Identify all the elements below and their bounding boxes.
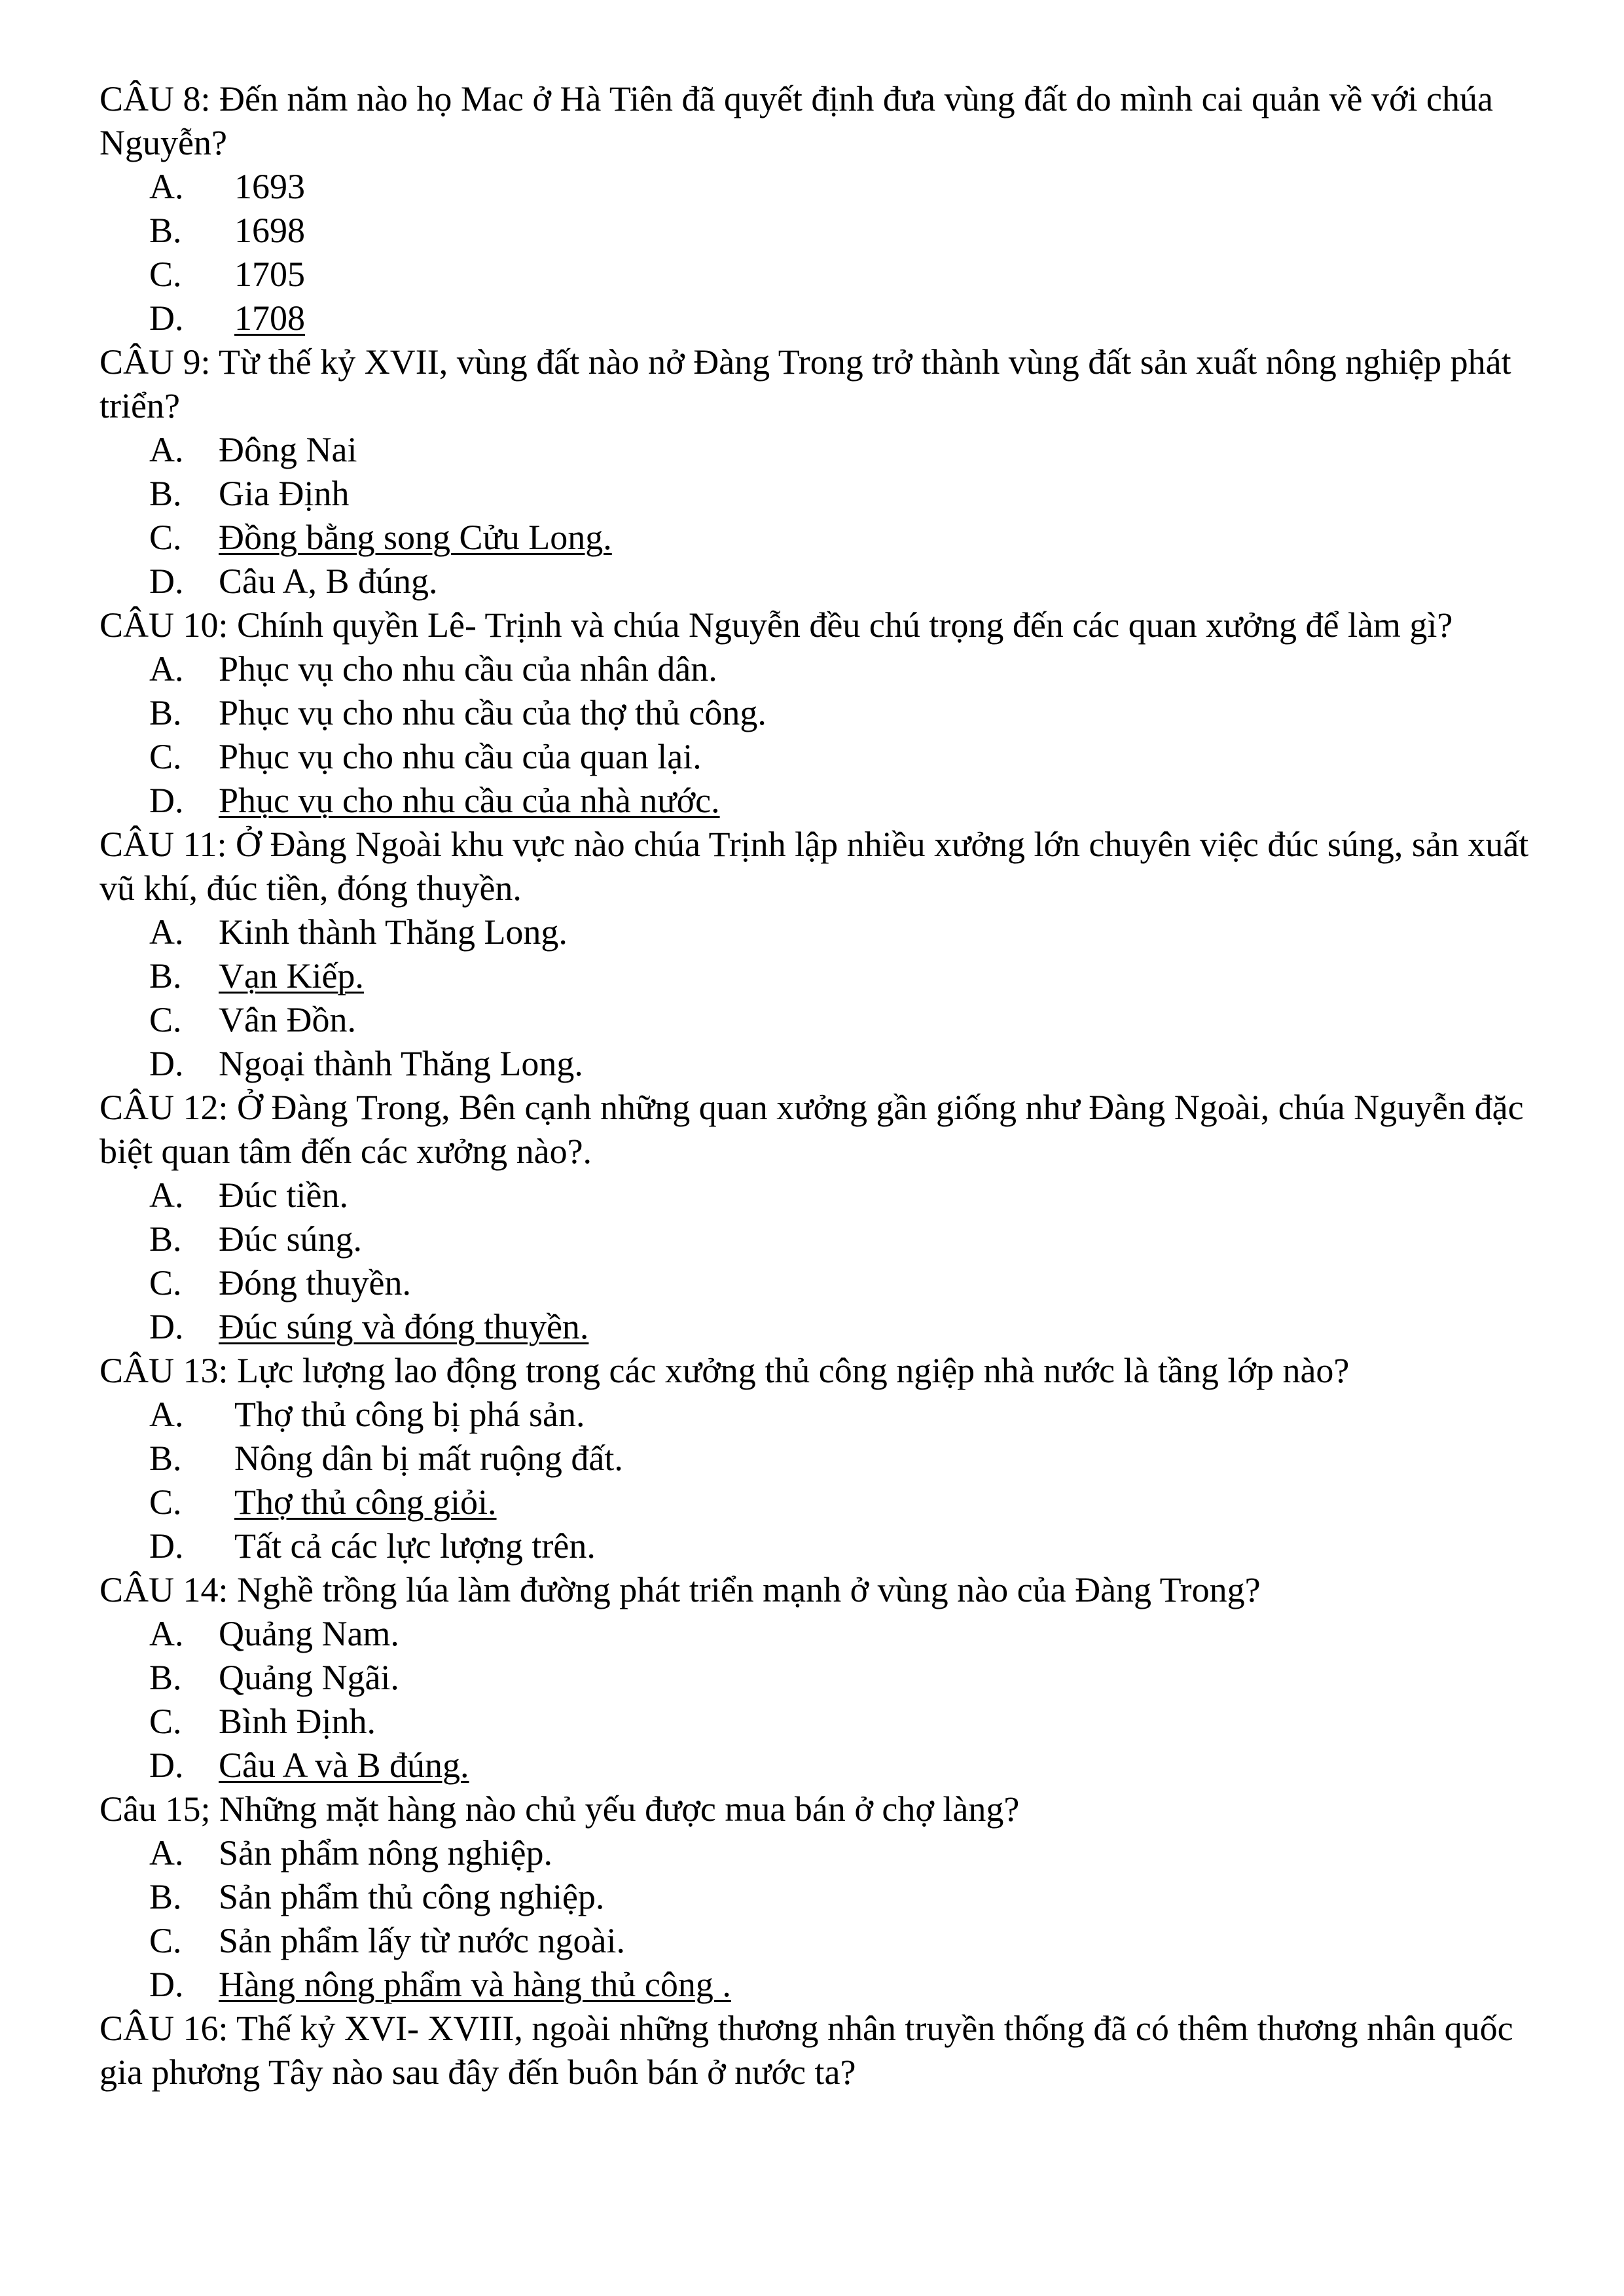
option-letter: B.	[149, 1877, 182, 1916]
option-text-correct: Phục vụ cho nhu cầu của nhà nước.	[219, 781, 720, 820]
option-text-correct: Câu A và B đúng.	[219, 1746, 469, 1785]
option-text-correct: Đồng bằng song Cửu Long.	[219, 518, 612, 557]
option-letter: D.	[149, 1965, 184, 2004]
option-letter: C.	[149, 1482, 182, 1522]
answer-options	[99, 647, 1559, 823]
answer-options	[99, 910, 1559, 1086]
option-text: Tất cả các lực lượng trên.	[234, 1526, 596, 1566]
option-letter: B.	[149, 693, 182, 732]
option-letter: A.	[149, 1614, 184, 1653]
option-text: 1705	[234, 255, 305, 294]
option-letter: D.	[149, 298, 184, 338]
option-text: Đúc súng.	[219, 1219, 362, 1259]
question-block	[99, 1787, 1559, 2007]
option-text: 1698	[234, 211, 305, 250]
answer-option	[99, 1656, 1559, 1700]
document-page	[99, 77, 1559, 2094]
option-letter: C.	[149, 1921, 182, 1960]
option-letter: A.	[149, 1833, 184, 1873]
option-letter: C.	[149, 737, 182, 776]
question-block	[99, 603, 1559, 823]
answer-option	[99, 1919, 1559, 1963]
question-text: CÂU 9: Từ thế kỷ XVII, vùng đất nào nở Đàng Trong trở thành vùng đất sản xuất nông nghiệp phát triển?	[99, 342, 1511, 425]
option-letter: A.	[149, 1395, 184, 1434]
answer-option	[99, 691, 1559, 735]
answer-option	[99, 472, 1559, 516]
option-letter: B.	[149, 211, 182, 250]
question-text: CÂU 14: Nghề trồng lúa làm đường phát triển mạnh ở vùng nào của Đàng Trong?	[99, 1570, 1261, 1609]
question-block	[99, 1349, 1559, 1568]
answer-options	[99, 1393, 1559, 1568]
answer-option	[99, 1393, 1559, 1437]
option-text-correct: Đúc súng và đóng thuyền.	[219, 1307, 589, 1346]
answer-option	[99, 516, 1559, 560]
option-letter: A.	[149, 912, 184, 952]
answer-option	[99, 1042, 1559, 1086]
option-text: Sản phẩm lấy từ nước ngoài.	[219, 1921, 625, 1960]
option-letter: D.	[149, 1746, 184, 1785]
question-text: CÂU 11: Ở Đàng Ngoài khu vực nào chúa Trịnh lập nhiều xưởng lớn chuyên việc đúc súng, sản xuất vũ khí, đúc tiền, đóng thuyền.	[99, 825, 1529, 908]
answer-option	[99, 296, 1559, 340]
option-text: Phục vụ cho nhu cầu của thợ thủ công.	[219, 693, 767, 732]
question-block	[99, 1568, 1559, 1787]
option-text: Gia Định	[219, 474, 350, 513]
option-text: Vân Đồn.	[219, 1000, 356, 1039]
option-letter: D.	[149, 1307, 184, 1346]
answer-option	[99, 1217, 1559, 1261]
answer-options	[99, 1174, 1559, 1349]
answer-option	[99, 910, 1559, 954]
answer-option	[99, 1305, 1559, 1349]
option-text-correct: Thợ thủ công giỏi.	[234, 1482, 497, 1522]
answer-option	[99, 1261, 1559, 1305]
answer-option	[99, 560, 1559, 603]
option-text: Nông dân bị mất ruộng đất.	[234, 1439, 623, 1478]
answer-option	[99, 428, 1559, 472]
answer-option	[99, 1524, 1559, 1568]
option-letter: D.	[149, 1526, 184, 1566]
answer-option	[99, 1831, 1559, 1875]
question-text: CÂU 8: Đến năm nào họ Mac ở Hà Tiên đã quyết định đưa vùng đất do mình cai quản về với chúa Nguyễn?	[99, 79, 1493, 162]
answer-option	[99, 998, 1559, 1042]
answer-options	[99, 428, 1559, 603]
answer-option	[99, 735, 1559, 779]
answer-option	[99, 253, 1559, 296]
option-text: Phục vụ cho nhu cầu của quan lại.	[219, 737, 702, 776]
option-text: Đông Nai	[219, 430, 357, 469]
answer-option	[99, 779, 1559, 823]
question-text: CÂU 12: Ở Đàng Trong, Bên cạnh những quan xưởng gần giống như Đàng Ngoài, chúa Nguyễn đặc biệt quan tâm đến các xưởng nào?.	[99, 1088, 1524, 1171]
option-text: Quảng Ngãi.	[219, 1658, 399, 1697]
option-letter: D.	[149, 562, 184, 601]
option-letter: A.	[149, 167, 184, 206]
answer-option	[99, 165, 1559, 209]
answer-option	[99, 209, 1559, 253]
option-letter: C.	[149, 518, 182, 557]
option-text: Quảng Nam.	[219, 1614, 399, 1653]
answer-option	[99, 1700, 1559, 1744]
question-text: Câu 15; Những mặt hàng nào chủ yếu được mua bán ở chợ làng?	[99, 1789, 1020, 1829]
answer-options	[99, 165, 1559, 340]
answer-option	[99, 1963, 1559, 2007]
option-text: 1693	[234, 167, 305, 206]
question-block	[99, 823, 1559, 1086]
option-letter: B.	[149, 474, 182, 513]
option-text: Sản phẩm nông nghiệp.	[219, 1833, 552, 1873]
question-block	[99, 2007, 1559, 2094]
answer-option	[99, 1174, 1559, 1217]
option-text-correct: Vạn Kiếp.	[219, 956, 364, 996]
answer-option	[99, 1612, 1559, 1656]
option-text-correct: Hàng nông phẩm và hàng thủ công .	[219, 1965, 731, 2004]
option-text-correct: 1708	[234, 298, 305, 338]
option-letter: B.	[149, 956, 182, 996]
option-text: Câu A, B đúng.	[219, 562, 438, 601]
option-text: Ngoại thành Thăng Long.	[219, 1044, 583, 1083]
option-text: Bình Định.	[219, 1702, 376, 1741]
answer-option	[99, 647, 1559, 691]
option-text: Thợ thủ công bị phá sản.	[234, 1395, 585, 1434]
option-text: Đúc tiền.	[219, 1175, 348, 1215]
answer-options	[99, 1831, 1559, 2007]
question-block	[99, 340, 1559, 603]
option-letter: A.	[149, 430, 184, 469]
option-text: Sản phẩm thủ công nghiệp.	[219, 1877, 605, 1916]
answer-options	[99, 1612, 1559, 1787]
option-letter: C.	[149, 1702, 182, 1741]
answer-option	[99, 1744, 1559, 1787]
question-text: CÂU 13: Lực lượng lao động trong các xưởng thủ công ngiệp nhà nước là tầng lớp nào?	[99, 1351, 1350, 1390]
answer-option	[99, 1875, 1559, 1919]
option-text: Kinh thành Thăng Long.	[219, 912, 568, 952]
question-block	[99, 77, 1559, 340]
option-letter: C.	[149, 1000, 182, 1039]
option-text: Đóng thuyền.	[219, 1263, 411, 1302]
option-letter: C.	[149, 255, 182, 294]
option-text: Phục vụ cho nhu cầu của nhân dân.	[219, 649, 717, 689]
question-block	[99, 1086, 1559, 1349]
question-text: CÂU 16: Thế kỷ XVI- XVIII, ngoài những thương nhân truyền thống đã có thêm thương nhân quốc gia phương Tây nào sau đây đến buôn bán ở nước ta?	[99, 2009, 1513, 2092]
option-letter: D.	[149, 1044, 184, 1083]
answer-option	[99, 1480, 1559, 1524]
question-text: CÂU 10: Chính quyền Lê- Trịnh và chúa Nguyễn đều chú trọng đến các quan xưởng để làm gì?	[99, 605, 1453, 645]
option-letter: C.	[149, 1263, 182, 1302]
option-letter: B.	[149, 1658, 182, 1697]
option-letter: A.	[149, 1175, 184, 1215]
option-letter: D.	[149, 781, 184, 820]
answer-option	[99, 1437, 1559, 1480]
option-letter: B.	[149, 1439, 182, 1478]
option-letter: A.	[149, 649, 184, 689]
option-letter: B.	[149, 1219, 182, 1259]
answer-option	[99, 954, 1559, 998]
